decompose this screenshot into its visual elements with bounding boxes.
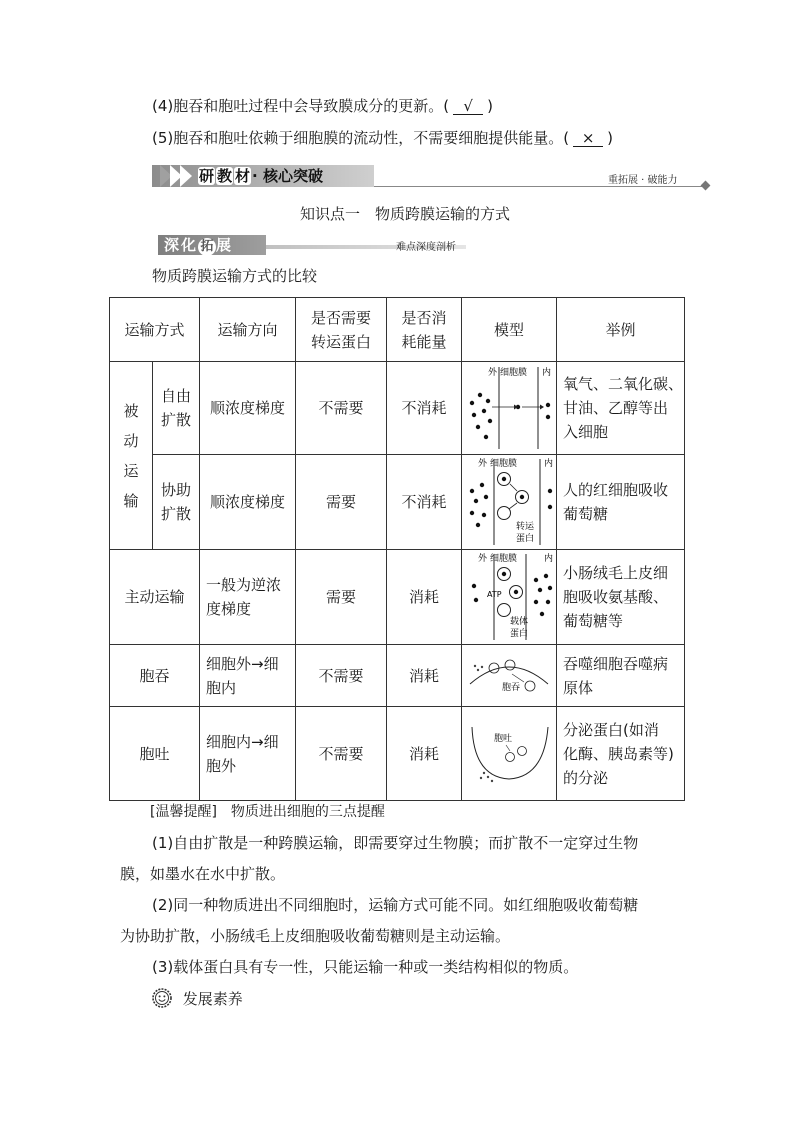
row-name-line: 扩散 [160,505,191,523]
diamond-icon [701,181,711,191]
arrow-line [506,745,510,751]
chevron-right-icon [180,165,192,187]
row-example [557,550,685,645]
example-line: 入细胞 [563,423,609,441]
arrow-line [510,484,517,491]
row-energy: 不消耗 [387,455,462,550]
molecule-dot [548,489,552,493]
molecule-dot [470,489,474,493]
molecule-dot [520,495,524,499]
row-direction-line: 胞内 [206,678,237,697]
row-name: 主动运输 [110,550,200,645]
tip-1-line: 膜，如墨水在水中扩散。 [120,865,286,883]
row-direction: 顺浓度梯度 [200,362,296,455]
item-5-close: ) [607,129,613,147]
molecule-dot [544,574,548,578]
active-transport-model [462,550,557,645]
judgement-item-5 [152,128,613,148]
row-direction-line: 细胞内→细 [206,732,279,751]
row-energy: 不消耗 [387,362,462,455]
molecule-dot [534,600,538,604]
molecule-dot [546,600,550,604]
row-direction: 顺浓度梯度 [200,455,296,550]
row-name [153,455,200,550]
molecule-dot [480,483,484,487]
carrier-protein-circle [498,507,511,520]
outside-label: 外 [478,459,488,469]
molecule-dot [548,586,552,590]
tip-1-line: (1)自由扩散是一种跨膜运输，即需要穿过生物膜；而扩散不一定穿过生物 [152,834,639,852]
example-line: 葡萄糖等 [563,612,624,630]
particle-dot [480,776,482,778]
vesicle-circle [505,660,515,670]
sub-banner-title [164,235,233,256]
header-direction: 运输方向 [200,298,296,362]
molecule-dot [488,419,492,423]
row-direction-line: 细胞外→细 [206,654,279,673]
example-line: 吞噬细胞吞噬病 [563,654,669,673]
row-carrier: 不需要 [296,362,387,455]
table-header-row [110,298,685,362]
exocytosis-label: 胞吐 [494,733,513,744]
endocytosis-model [462,645,557,707]
row-direction [200,707,296,801]
molecule-dot [514,590,518,594]
header-carrier [296,298,387,362]
row-carrier: 需要 [296,550,387,645]
arrow-head-icon [540,405,544,410]
sub-banner-char: 化 [181,236,199,254]
banner-title [198,165,323,187]
particle-dot [487,775,489,777]
sub-banner [158,235,470,257]
passive-char: 动 [123,431,139,450]
section-title: 知识点一 物质跨膜运输的方式 [300,205,511,223]
comparison-table [109,297,685,801]
example-line: 化酶、胰岛素等) [563,744,674,763]
example-line: 分泌蛋白(如消 [563,720,659,739]
membrane-label: 细胞膜 [490,459,518,469]
row-name: 胞吐 [110,707,200,801]
particle-dot [474,664,476,666]
row-example [557,362,685,455]
development-label: 发展素养 [182,990,243,1008]
example-line: 原体 [563,678,594,697]
particle-dot [491,779,493,781]
vesicle-circle [506,752,515,761]
header-model: 模型 [462,298,557,362]
example-line: 小肠绒毛上皮细 [563,564,669,582]
membrane-label: 细胞膜 [500,368,528,378]
table-row [110,550,685,645]
row-name-line: 扩散 [160,411,191,429]
molecule-dot [470,511,474,515]
outside-label: 外 [478,554,488,564]
judgement-item-4 [152,96,493,116]
molecule-dot [482,409,486,413]
inside-label: 内 [544,554,554,564]
row-example [557,455,685,550]
molecule-dot [470,401,474,405]
molecule-dot [484,435,488,439]
banner-rest: · 核心突破 [252,167,323,185]
sub-banner-tagline: 难点深度剖析 [396,242,456,253]
row-carrier: 需要 [296,455,387,550]
passive-char: 运 [123,461,139,480]
row-example [557,645,685,707]
example-line: 氧气、二氧化碳、 [563,375,684,393]
row-carrier: 不需要 [296,707,387,801]
free-diffusion-diagram [464,365,554,451]
tip-2-line: 为协助扩散，小肠绒毛上皮细胞吸收葡萄糖则是主动运输。 [120,927,511,945]
facilitated-diffusion-model [462,455,557,550]
transport-protein-label: 蛋白 [516,534,535,544]
molecule-dot [540,612,544,616]
header-energy-line: 是否消 [401,308,447,327]
molecule-dot [548,505,552,509]
molecule-dot [478,393,482,397]
particle-dot [477,668,479,670]
inside-label: 内 [544,459,554,469]
example-line: 人的红细胞吸收 [563,481,669,499]
facilitated-diffusion-diagram [464,457,554,547]
item-4-close: ) [487,97,493,115]
header-energy [387,298,462,362]
table-row [110,362,685,455]
row-energy: 消耗 [387,707,462,801]
molecule-dot [482,513,486,517]
molecule-dot [546,415,550,419]
row-direction-line: 胞外 [206,756,237,775]
carrier-protein-label: 蛋白 [510,629,529,639]
passive-char: 输 [123,491,139,510]
header-carrier-line: 是否需要 [310,308,371,327]
table-row [110,455,685,550]
molecule-dot [502,477,506,481]
banner-char: 教 [217,167,233,185]
inside-label: 内 [542,368,552,378]
particle-dot [483,771,485,773]
molecule-dot [474,499,478,503]
example-line: 的分泌 [563,768,609,787]
membrane-label: 细胞膜 [490,554,518,564]
transport-protein-label: 转运 [516,522,535,532]
item-5-answer: × [573,130,603,147]
row-name-line: 自由 [160,387,191,405]
molecule-dot [474,598,478,602]
tips-header: [温馨提醒] 物质进出细胞的三点提醒 [150,804,385,820]
molecule-dot [486,399,490,403]
endocytosis-diagram [464,650,554,702]
molecule-dot [484,495,488,499]
arrow-line [509,503,517,509]
row-example [557,707,685,801]
tip-3-line: (3)载体蛋白具有专一性，只能运输一种或一类结构相似的物质。 [152,958,579,976]
banner-rule [374,186,704,187]
item-4-answer: √ [453,98,483,115]
table-row [110,707,685,801]
tip-2-line: (2)同一种物质进出不同细胞时，运输方式可能不同。如红细胞吸收葡萄糖 [152,896,639,914]
molecule-dot [472,584,476,588]
item-4-text: (4)胞吞和胞吐过程中会导致膜成分的更新。( [152,97,450,115]
free-diffusion-model [462,362,557,455]
passive-transport-label [110,362,153,550]
banner-char: 材 [235,167,251,185]
passive-char: 被 [123,401,139,420]
development-heading [152,988,243,1009]
vesicle-circle [518,746,527,755]
section-banner [152,163,712,189]
carrier-protein-circle [498,604,511,617]
item-5-text: (5)胞吞和胞吐依赖于细胞膜的流动性，不需要细胞提供能量。( [152,129,570,147]
active-transport-diagram [464,552,554,642]
header-energy-line: 耗能量 [401,332,447,351]
row-energy: 消耗 [387,550,462,645]
example-line: 胞吸收氨基酸、 [563,588,669,606]
row-direction-line: 度梯度 [206,600,252,618]
molecule-dot [476,425,480,429]
row-direction-line: 一般为逆浓 [206,576,282,594]
banner-char: 研 [199,167,215,185]
header-mode: 运输方式 [110,298,200,362]
arrow-line [512,674,524,682]
molecule-dot [476,523,480,527]
sub-banner-circled-char: 拓 [198,238,216,256]
sub-banner-char: 深 [164,236,182,254]
banner-tagline: 重拓展 · 破能力 [608,175,678,186]
row-name-line: 协助 [160,481,191,499]
carrier-protein-label: 载体 [510,617,529,627]
row-name: 胞吞 [110,645,200,707]
example-line: 甘油、乙醇等出 [563,399,669,417]
header-example: 举例 [557,298,685,362]
outside-label: 外 [488,368,498,378]
example-line: 葡萄糖 [563,505,609,523]
molecule-dot [534,578,538,582]
molecule-dot [546,403,550,407]
table-title: 物质跨膜运输方式的比较 [152,267,318,285]
row-direction [200,645,296,707]
vesicle-circle [525,681,535,691]
row-direction [200,550,296,645]
table-row [110,645,685,707]
molecule-dot [538,588,542,592]
header-carrier-line: 转运蛋白 [310,332,371,351]
molecule-dot [502,572,506,576]
row-carrier: 不需要 [296,645,387,707]
exocytosis-model [462,707,557,801]
atp-label: ATP [487,590,502,599]
row-energy: 消耗 [387,645,462,707]
endocytosis-label: 胞吞 [502,682,521,693]
exocytosis-diagram [464,721,554,787]
molecule-dot [472,413,476,417]
row-name [153,362,200,455]
particle-dot [481,665,483,667]
sub-banner-char: 展 [216,236,234,254]
smiley-face-icon [152,988,172,1008]
